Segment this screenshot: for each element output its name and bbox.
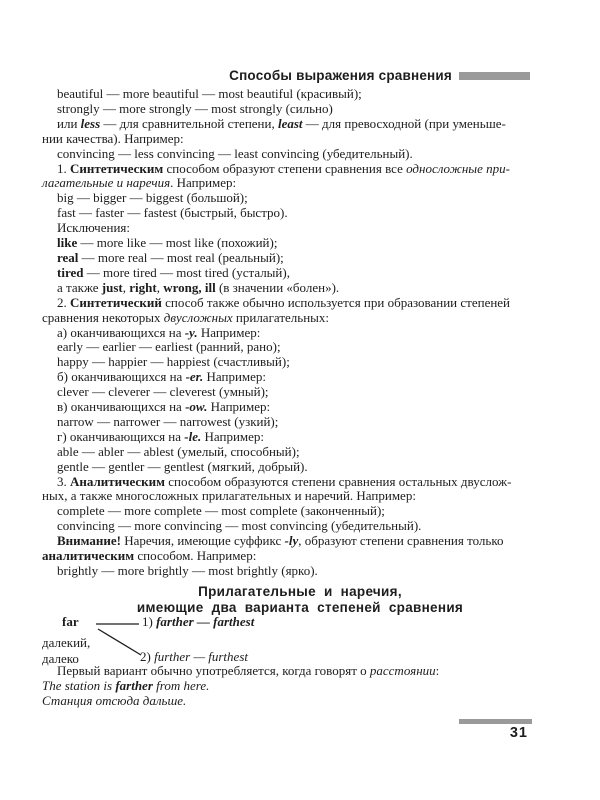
page-number: 31 [509, 725, 528, 741]
text-segment: односложные при- [406, 160, 510, 176]
text-line [42, 87, 557, 102]
text-segment: least [277, 115, 303, 131]
text-segment: способом образуют степени сравнения все [163, 160, 407, 176]
text-segment: gentle — gentler — gentlest (мягкий, добрый). [57, 458, 308, 474]
text-segment: convincing — less convincing — least convincing (убедительный). [57, 145, 413, 161]
text-segment: 1. [57, 160, 70, 176]
text-line [42, 678, 557, 693]
footer-divider-bar [459, 719, 532, 724]
text-segment: Например: [207, 399, 271, 415]
text-segment: . Например: [170, 175, 237, 191]
text-segment: , [122, 279, 130, 295]
diagram-connector-lines [42, 614, 155, 666]
text-line [42, 430, 557, 445]
far-variant-1-forms: farther — farthest [156, 614, 255, 629]
text-segment: real [57, 249, 79, 265]
text-segment: — more like — most like (похожий); [77, 235, 278, 251]
text-line [42, 102, 557, 117]
text-segment: just [101, 279, 123, 295]
text-line [42, 162, 557, 177]
text-line [42, 460, 557, 475]
header-divider-bar [459, 72, 530, 80]
text-segment: 2. [57, 294, 70, 310]
closing-paragraphs [42, 663, 557, 709]
text-line [42, 504, 557, 519]
body-text [42, 87, 557, 579]
text-segment: : [435, 663, 440, 678]
text-segment: Исключения: [57, 220, 130, 236]
text-line [42, 206, 557, 221]
text-segment: less [80, 115, 101, 131]
far-translation-2: далеко [42, 651, 79, 666]
text-segment: — more real — most real (реальный); [78, 249, 284, 265]
text-segment: — для превосходной (при уменьше- [302, 115, 506, 131]
text-segment: — для сравнительной степени, [100, 115, 278, 131]
far-word: far [62, 614, 79, 629]
text-segment: early — earlier — earliest (ранний, рано); [57, 339, 281, 355]
text-segment: Например: [197, 324, 261, 340]
text-segment: г) оканчивающихся на [57, 428, 185, 444]
text-segment: clever — cleverer — cleverest (умный); [57, 384, 269, 400]
text-segment: like [57, 235, 78, 251]
text-segment: Наречия, имеющие суффикс [121, 533, 285, 549]
text-segment: расстоянии [369, 663, 436, 678]
far-variant-2-forms: further — furthest [154, 649, 248, 664]
text-segment: аналитическим [42, 548, 135, 564]
text-segment: fast — faster — fastest (быстрый, быстро). [57, 205, 288, 221]
text-line [42, 519, 557, 534]
text-segment: -le. [184, 428, 202, 444]
text-line [42, 132, 557, 147]
text-line [42, 549, 557, 564]
text-segment: (в значении «болен»). [215, 279, 340, 295]
section-heading-line2: имеющие два варианта степеней сравнения [136, 599, 464, 615]
text-segment: Первый вариант обычно употребляется, когда говорят о [57, 663, 370, 678]
section-heading-line1: Прилагательные и наречия, [198, 584, 402, 599]
text-line [42, 326, 557, 341]
text-line [42, 475, 557, 490]
text-line [42, 663, 557, 678]
text-segment: Синтетическим [70, 160, 164, 176]
text-segment: прилагательных: [232, 309, 330, 325]
text-segment: лагательные и наречия [42, 175, 171, 191]
text-segment: able — abler — ablest (умелый, способный); [57, 443, 300, 459]
far-diagram [42, 614, 362, 666]
text-line [42, 117, 557, 132]
text-segment: способ также обычно используется при образовании степеней [161, 294, 511, 310]
text-segment: wrong, ill [163, 279, 216, 295]
page-header [0, 67, 530, 84]
far-variant-1 [142, 615, 254, 629]
text-line [42, 445, 557, 460]
text-segment: narrow — narrower — narrowest (узкий); [57, 413, 279, 429]
text-line [42, 191, 557, 206]
text-line [42, 296, 557, 311]
text-line [42, 564, 557, 579]
far-variant-2-prefix: 2) [140, 649, 155, 664]
text-segment: Станция отсюда дальше. [42, 693, 187, 709]
text-segment: Например: [201, 428, 265, 444]
text-segment: -ly [284, 533, 299, 549]
text-segment: happy — happier — happiest (счастливый); [57, 354, 290, 370]
header-title: Способы выражения сравнения [229, 68, 452, 83]
text-segment: способом образуются степени сравнения остальных двуслож- [165, 473, 512, 489]
text-segment: convincing — more convincing — most convincing (убедительный). [57, 518, 422, 534]
text-line [42, 385, 557, 400]
text-line [42, 236, 557, 251]
text-segment: Синтетический [70, 294, 162, 310]
text-line [42, 400, 557, 415]
text-segment: а также [57, 279, 102, 295]
text-segment: -y. [184, 324, 198, 340]
text-segment: или [57, 115, 81, 131]
text-line [42, 489, 557, 504]
text-segment: brightly — more brightly — most brightly (ярко). [57, 563, 318, 578]
text-line [42, 147, 557, 162]
far-variant-1-prefix: 1) [142, 614, 157, 629]
text-line [42, 415, 557, 430]
text-segment: сравнения некоторых [42, 309, 164, 325]
text-segment: strongly — more strongly — most strongly (сильно) [57, 100, 333, 116]
text-line [42, 370, 557, 385]
text-segment: The station is [42, 678, 116, 694]
section-heading [0, 584, 600, 615]
text-line [42, 176, 557, 191]
text-segment: big — bigger — biggest (большой); [57, 190, 248, 206]
text-line [42, 355, 557, 370]
text-line [42, 693, 557, 708]
far-variant-2 [140, 650, 248, 664]
text-segment: Например: [203, 369, 267, 385]
text-line [42, 251, 557, 266]
text-line [42, 340, 557, 355]
text-segment: — more tired — most tired (усталый), [83, 264, 290, 280]
text-segment: tired [57, 264, 84, 280]
text-segment: способом. Например: [134, 548, 257, 564]
far-translation-1: далекий, [42, 635, 91, 650]
text-segment: -ow. [185, 399, 208, 415]
text-segment: а) оканчивающихся на [57, 324, 185, 340]
text-segment: -er. [185, 369, 204, 385]
text-line [42, 266, 557, 281]
text-segment: from here. [152, 678, 210, 694]
text-segment: , образуют степени сравнения только [298, 533, 504, 549]
text-segment: , [156, 279, 164, 295]
text-line [42, 311, 557, 326]
text-segment: complete — more complete — most complete (законченный); [57, 503, 385, 519]
text-segment: beautiful — more beautiful — most beautiful (красивый); [57, 86, 362, 101]
text-segment: в) оканчивающихся на [57, 399, 186, 415]
text-segment: ных, а также многосложных прилагательных и наречий. Например: [42, 488, 416, 504]
text-line [42, 221, 557, 236]
text-line [42, 534, 557, 549]
text-segment: Внимание! [57, 533, 121, 549]
text-segment: 3. [57, 473, 70, 489]
text-segment: двусложных [163, 309, 233, 325]
text-segment: right [129, 279, 157, 295]
text-line [42, 281, 557, 296]
text-segment: нии качества). Например: [42, 130, 184, 146]
text-segment: farther [115, 678, 153, 694]
text-segment: б) оканчивающихся на [57, 369, 186, 385]
text-segment: Аналитическим [70, 473, 166, 489]
